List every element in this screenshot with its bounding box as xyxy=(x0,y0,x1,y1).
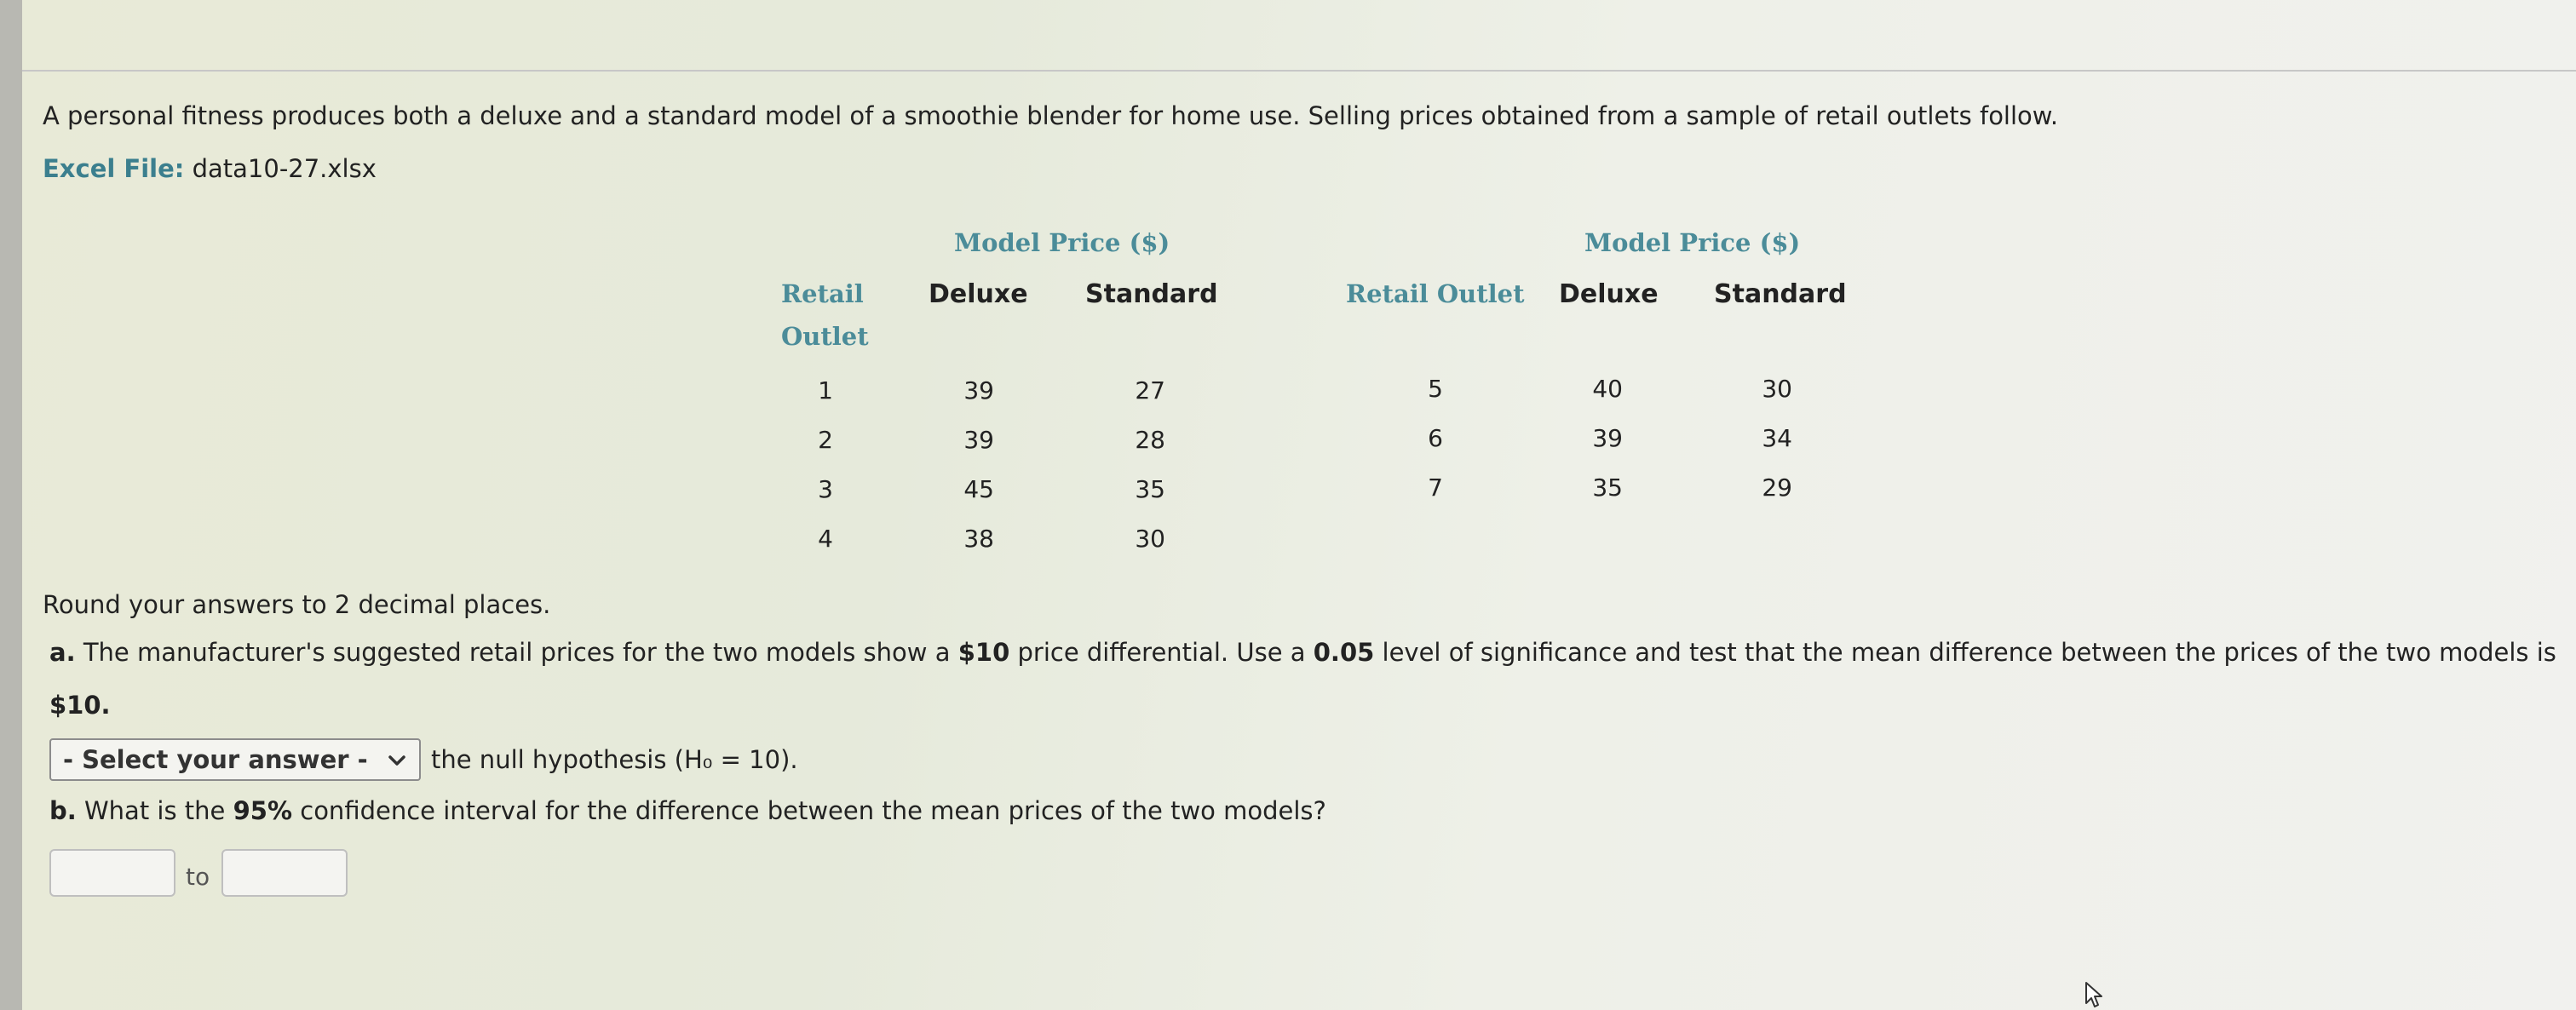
right-row-5-outlet: 5 xyxy=(1428,375,1443,403)
left-row-1-deluxe: 39 xyxy=(963,376,994,405)
mouse-pointer-icon xyxy=(2084,981,2106,1010)
excel-file-link[interactable]: data10-27.xlsx xyxy=(192,154,377,183)
part-a-label: a. xyxy=(49,638,76,667)
left-frame-bar xyxy=(0,0,22,1010)
left-row-3-standard: 35 xyxy=(1135,475,1165,503)
left-row-2-standard: 28 xyxy=(1135,426,1165,454)
part-b-line xyxy=(49,795,1326,826)
left-table-group-header: Model Price ($) xyxy=(954,228,1170,257)
left-row-3-deluxe: 45 xyxy=(963,475,994,503)
left-row-4-standard: 30 xyxy=(1135,525,1165,553)
left-table-col-standard: Standard xyxy=(1085,279,1218,309)
right-row-7-outlet: 7 xyxy=(1428,473,1443,502)
right-row-5-standard: 30 xyxy=(1762,375,1792,403)
right-table-col-outlet: Retail Outlet xyxy=(1346,279,1525,308)
null-hypothesis-text: the null hypothesis (H₀ = 10). xyxy=(431,745,798,774)
chevron-down-icon xyxy=(385,749,409,772)
right-row-7-standard: 29 xyxy=(1762,473,1792,502)
part-b-text-1: What is the xyxy=(84,796,226,825)
right-table-col-deluxe: Deluxe xyxy=(1559,279,1659,309)
left-table-col-deluxe: Deluxe xyxy=(929,279,1028,309)
ci-upper-input[interactable] xyxy=(221,849,348,897)
right-table-col-standard: Standard xyxy=(1714,279,1847,309)
right-row-5-deluxe: 40 xyxy=(1592,375,1623,403)
hypothesis-select[interactable] xyxy=(49,738,421,781)
left-table-col-outlet-line1: Retail xyxy=(781,279,864,308)
problem-statement: A personal fitness produces both a deluxe and a standard model of a smoothie blender for home use. Selling prices obtained from a sample of retail outlets follow. xyxy=(43,101,2059,130)
part-a-text-1: The manufacturer's suggested retail prices for the two models show a xyxy=(83,638,951,667)
excel-file-line xyxy=(43,153,377,184)
left-row-2-outlet: 2 xyxy=(818,426,833,454)
question-page xyxy=(22,0,2576,1010)
part-b-conf: 95% xyxy=(233,796,293,825)
part-a-alpha: 0.05 xyxy=(1313,638,1375,667)
rounding-instruction: Round your answers to 2 decimal places. xyxy=(43,590,551,619)
right-table-group-header: Model Price ($) xyxy=(1584,228,1801,257)
right-row-6-deluxe: 39 xyxy=(1592,424,1623,452)
right-row-7-deluxe: 35 xyxy=(1592,473,1623,502)
right-row-6-standard: 34 xyxy=(1762,424,1792,452)
hypothesis-select-value: - Select your answer - xyxy=(63,745,368,774)
part-b-label: b. xyxy=(49,796,77,825)
part-b-text-2: confidence interval for the difference between the mean prices of the two models? xyxy=(300,796,1326,825)
left-row-4-deluxe: 38 xyxy=(963,525,994,553)
part-a-text-3: level of significance and test that the mean difference between the prices of the two models is xyxy=(1382,638,2556,667)
left-row-1-outlet: 1 xyxy=(818,376,833,405)
right-row-6-outlet: 6 xyxy=(1428,424,1443,452)
left-row-1-standard: 27 xyxy=(1135,376,1165,405)
ci-lower-input[interactable] xyxy=(49,849,175,897)
left-row-3-outlet: 3 xyxy=(818,475,833,503)
part-a-line1 xyxy=(49,637,2556,668)
left-row-4-outlet: 4 xyxy=(818,525,833,553)
part-a-text-2: price differential. Use a xyxy=(1017,638,1306,667)
left-row-2-deluxe: 39 xyxy=(963,426,994,454)
ci-to-label: to xyxy=(186,863,210,891)
header-divider xyxy=(22,70,2576,72)
excel-file-label: Excel File: xyxy=(43,154,185,183)
part-a-diff: $10 xyxy=(957,638,1010,667)
left-table-col-outlet-line2: Outlet xyxy=(781,322,869,351)
part-a-line2: $10. xyxy=(49,691,111,720)
